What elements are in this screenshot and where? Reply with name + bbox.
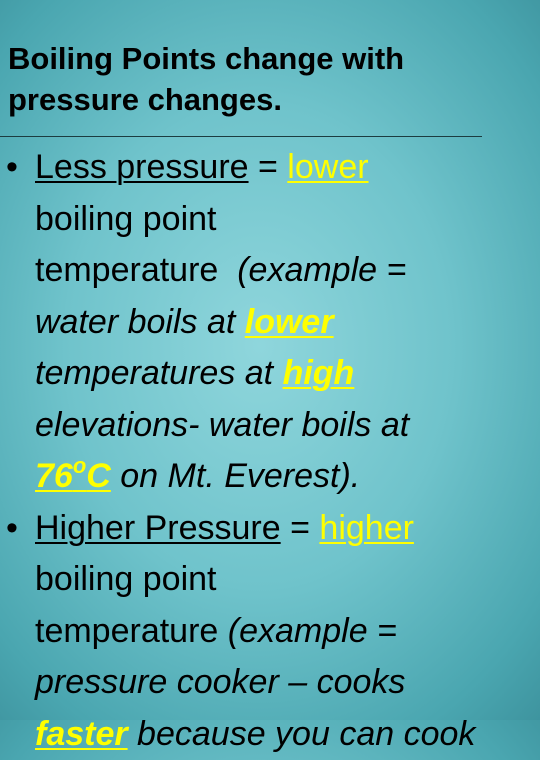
lower-highlight: lower (245, 303, 334, 341)
degree-symbol: o (73, 453, 86, 478)
equals-sign: = (249, 148, 288, 186)
everest-text: on Mt. Everest). (111, 457, 360, 495)
temperature-value (35, 457, 111, 495)
title-line-1: Boiling Points change with (8, 38, 528, 79)
temp-number: 76 (35, 457, 73, 495)
bullet1-line7 (35, 451, 540, 503)
bullet2-line5 (35, 709, 540, 760)
bullet-list (0, 142, 540, 760)
slide-title (8, 38, 528, 120)
bullet1-line6: elevations- water boils at (35, 400, 540, 452)
bullet2-line1 (35, 503, 540, 555)
bullet2-line3 (35, 606, 540, 658)
higher-result: higher (319, 509, 414, 547)
bullet2-line2: boiling point (35, 554, 540, 606)
temperature-word: temperature (35, 251, 218, 289)
temperature-word: temperature (35, 612, 218, 650)
temperatures-at-text: temperatures at (35, 354, 283, 392)
bullet1-line1 (35, 142, 540, 194)
equals-sign: = (281, 509, 320, 547)
bullet1-line3 (35, 245, 540, 297)
lower-result: lower (287, 148, 368, 186)
example-opening: (example = (218, 251, 406, 289)
title-divider (0, 136, 482, 137)
example-opening: (example = (218, 612, 397, 650)
bullet1-line4 (35, 297, 540, 349)
bullet1-line5 (35, 348, 540, 400)
bullet1-line2: boiling point (35, 194, 540, 246)
less-pressure-term: Less pressure (35, 148, 249, 186)
high-highlight: high (283, 354, 355, 392)
bullet2-line5-rest: because you can cook (128, 715, 476, 753)
temp-unit: C (86, 457, 111, 495)
bullet2-line4: pressure cooker – cooks (35, 657, 540, 709)
title-line-2: pressure changes. (8, 79, 528, 120)
bullet-higher-pressure (0, 503, 540, 760)
higher-pressure-term: Higher Pressure (35, 509, 281, 547)
bullet-less-pressure (0, 142, 540, 503)
water-boils-text: water boils at (35, 303, 245, 341)
bullet-marker: • (6, 142, 18, 194)
bullet-marker: • (6, 503, 18, 555)
faster-highlight: faster (35, 715, 128, 753)
